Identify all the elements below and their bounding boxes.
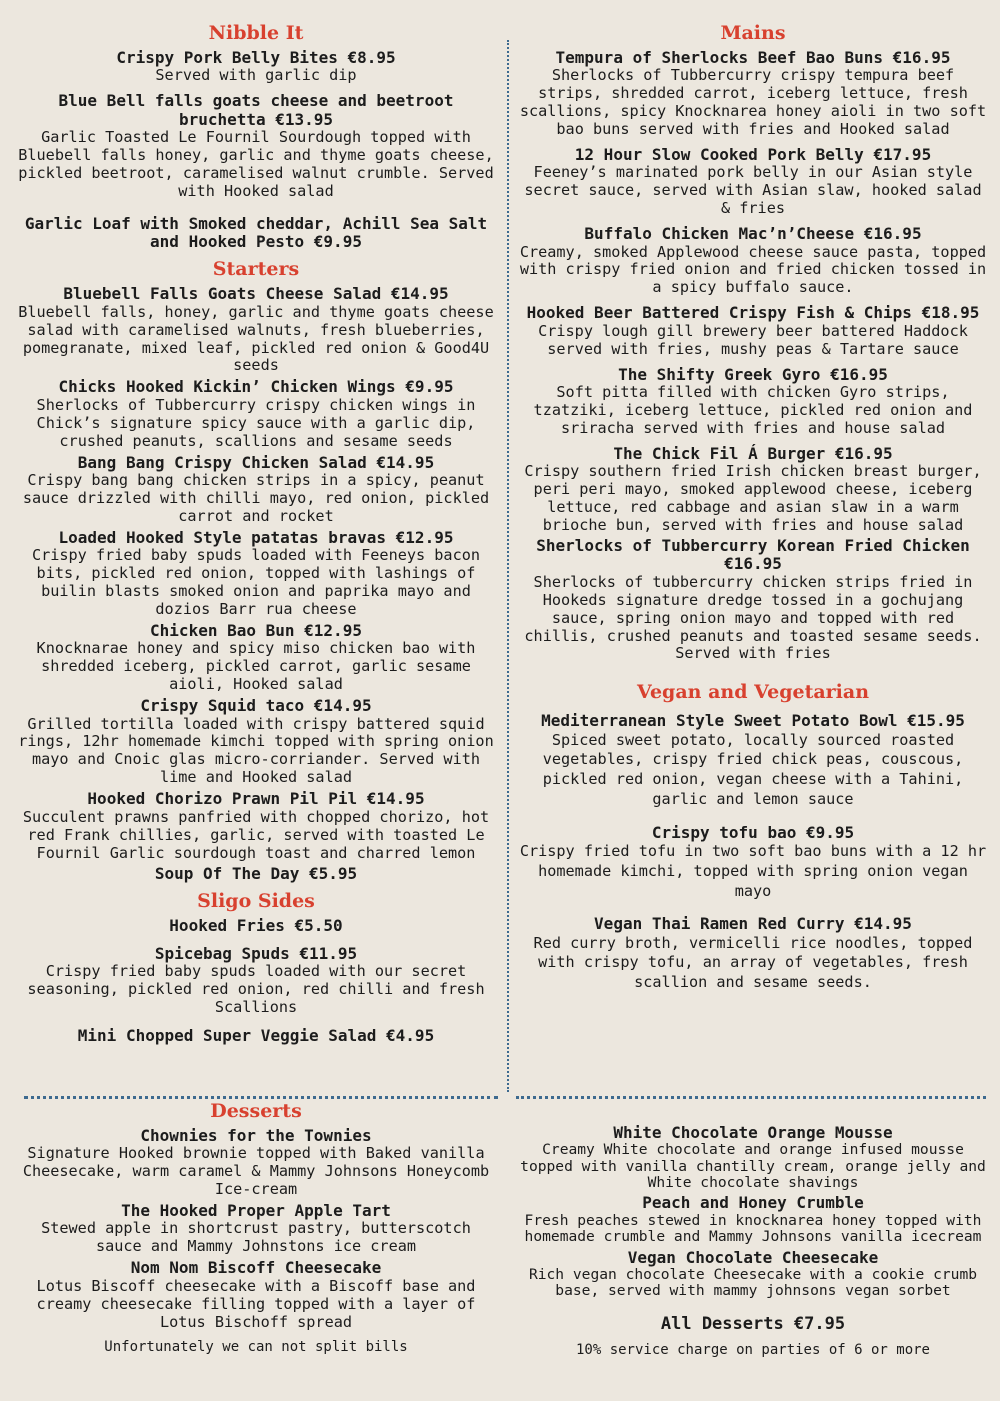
menu-item	[516, 915, 990, 993]
vertical-divider	[507, 40, 509, 1092]
item-desc: Rich vegan chocolate Cheesecake with a cookie crumb base, served with mammy johnsons vegan sorbet	[528, 1265, 978, 1300]
item-name: Spicebag Spuds €11.95	[154, 944, 358, 964]
item-name: Peach and Honey Crumble	[642, 1193, 864, 1213]
menu-item	[14, 697, 498, 787]
item-name: Sherlocks of Tubbercurry Korean Fried Chicken €16.95	[536, 535, 970, 574]
item-desc: Crispy southern fried Irish chicken breast burger, peri peri mayo, smoked applewood cheese, iceberg lettuce, red cabbage and asian slaw in a warm brioche bun, served with fries and house salad	[524, 462, 982, 535]
item-desc: Sherlocks of Tubbercurry crispy tempura beef strips, shredded carrot, iceberg lettuce, fresh scallions, spicy Knocknarea honey aioli in two soft bao buns served with fries and Hooked salad	[519, 66, 987, 138]
menu-item	[14, 215, 498, 252]
item-name: Loaded Hooked Style patatas bravas €12.95	[58, 527, 454, 547]
all-desserts-price: All Desserts €7.95	[660, 1313, 846, 1334]
desserts-right-column	[516, 1124, 990, 1358]
menu-item	[14, 622, 498, 694]
item-desc: Signature Hooked brownie topped with Baked vanilla Cheesecake, warm caramel & Mammy Johnsons Honeycomb Ice-cream	[22, 1144, 490, 1199]
item-name: Garlic Loaf with Smoked cheddar, Achill Sea Salt and Hooked Pesto €9.95	[24, 213, 488, 252]
menu-item	[14, 945, 498, 1017]
item-name: Chownies for the Townies	[140, 1125, 372, 1145]
item-name: Mediterranean Style Sweet Potato Bowl €15.95	[541, 711, 965, 731]
nibble-list	[14, 49, 498, 252]
item-name: Soup Of The Day €5.95	[154, 864, 358, 884]
service-charge-note: 10% service charge on parties of 6 or more	[575, 1341, 930, 1358]
item-name: Bang Bang Crispy Chicken Salad €14.95	[77, 452, 435, 472]
menu-item	[14, 1127, 498, 1199]
item-desc: Bluebell falls, honey, garlic and thyme goats cheese salad with caramelised walnuts, fresh blueberries, pomegranate, mixed leaf, pickled red onion & Good4U seeds	[18, 302, 494, 375]
vegan-list	[516, 712, 990, 993]
item-name: The Hooked Proper Apple Tart	[121, 1201, 391, 1220]
item-name: Vegan Thai Ramen Red Curry €14.95	[594, 914, 912, 934]
left-column	[14, 22, 498, 1053]
item-desc: Knocknarae honey and spicy miso chicken bao with shredded iceberg, pickled carrot, garlic sesame aioli, Hooked salad	[36, 639, 476, 694]
item-name: Tempura of Sherlocks Beef Bao Buns €16.95	[555, 47, 951, 67]
item-name: White Chocolate Orange Mousse	[613, 1123, 893, 1142]
item-desc: Sherlocks of tubbercurry chicken strips fried in Hookeds signature dredge tossed in a gochujang sauce, spring onion mayo and topped with red chillis, crushed peanuts and toasted sesame seeds. Served with fries	[524, 572, 982, 663]
menu-item	[516, 1124, 990, 1191]
menu-item	[14, 454, 498, 526]
menu-item	[516, 1194, 990, 1245]
item-desc: Creamy White chocolate and orange infused mousse topped with vanilla chantilly cream, orange jelly and White chocolate shavings	[520, 1141, 986, 1192]
desserts-title: Desserts	[210, 1100, 302, 1122]
sides-title: Sligo Sides	[197, 889, 315, 912]
item-name: Chicken Bao Bun €12.95	[150, 620, 362, 640]
item-name: Buffalo Chicken Mac’n’Cheese €16.95	[584, 224, 922, 244]
menu-item	[14, 49, 498, 85]
menu-item	[516, 1249, 990, 1300]
item-desc: Fresh peaches stewed in knocknarea honey topped with homemade crumble and Mammy Johnsons vanilla icecream	[524, 1211, 982, 1246]
horizontal-divider-right	[516, 1096, 986, 1099]
sides-list	[14, 917, 498, 1046]
item-name: Blue Bell falls goats cheese and beetroot bruchetta €13.95	[58, 91, 454, 129]
mains-list	[516, 49, 990, 664]
menu-item	[14, 378, 498, 450]
split-bills-note: Unfortunately we can not split bills	[104, 1339, 408, 1356]
item-name: Bluebell Falls Goats Cheese Salad €14.95	[63, 284, 449, 304]
menu-item	[516, 537, 990, 663]
item-desc: Stewed apple in shortcrust pastry, butterscotch sauce and Mammy Johnstons ice cream	[41, 1219, 471, 1256]
menu-item	[516, 225, 990, 297]
menu-item	[14, 92, 498, 201]
item-name: Hooked Beer Battered Crispy Fish & Chips €18.95	[526, 303, 980, 323]
item-desc: Crispy fried baby spuds loaded with our secret seasoning, pickled red onion, red chilli and fresh Scallions	[27, 962, 485, 1017]
nibble-title: Nibble It	[208, 22, 304, 44]
item-desc: Served with garlic dip	[155, 66, 357, 85]
item-desc: Garlic Toasted Le Fournil Sourdough topped with Bluebell falls honey, garlic and thyme goats cheese, pickled beetroot, caramelised walnut crumble. Served with Hooked salad	[18, 127, 494, 200]
item-desc: Red curry broth, vermicelli rice noodles, topped with crispy tofu, an array of vegetables, fresh scallion and sesame seeds.	[533, 933, 973, 992]
item-desc: Creamy, smoked Applewood cheese sauce pasta, topped with crispy fried onion and fried chicken tossed in a spicy buffalo sauce.	[519, 242, 987, 297]
menu-item	[14, 790, 498, 862]
menu-item	[516, 304, 990, 358]
vegan-title: Vegan and Vegetarian	[636, 681, 870, 704]
menu-item	[516, 824, 990, 902]
item-desc: Crispy fried baby spuds loaded with Feeneys bacon bits, pickled red onion, topped with lashings of builin blasts smoked onion and paprika mayo and dozios Barr rua cheese	[31, 546, 481, 618]
desserts-left-list	[14, 1127, 498, 1332]
item-name: Nom Nom Biscoff Cheesecake	[130, 1258, 382, 1278]
item-name: The Shifty Greek Gyro €16.95	[618, 364, 888, 384]
item-desc: Grilled tortilla loaded with crispy battered squid rings, 12hr homemade kimchi topped with spring onion mayo and Cnoic glas micro-corriander. Served with lime and Hooked salad	[18, 714, 494, 787]
menu-item	[14, 865, 498, 883]
item-desc: Lotus Biscoff cheesecake with a Biscoff base and creamy cheesecake filling topped with a layer of Lotus Bischoff spread	[36, 1276, 476, 1331]
menu-item	[516, 146, 990, 218]
menu-item	[516, 49, 990, 139]
menu-item	[14, 1027, 498, 1045]
item-name: Chicks Hooked Kickin’ Chicken Wings €9.95	[58, 377, 454, 397]
item-desc: Succulent prawns panfried with chopped chorizo, hot red Frank chillies, garlic, served with toasted Le Fournil Garlic sourdough toast and charred lemon	[22, 807, 490, 862]
item-desc: Crispy fried tofu in two soft bao buns with a 12 hr homemade kimchi, topped with spring onion vegan mayo	[519, 842, 987, 900]
item-desc: Crispy bang bang chicken strips in a spicy, peanut sauce drizzled with chilli mayo, red onion, pickled carrot and rocket	[22, 470, 490, 525]
menu-item	[14, 1202, 498, 1256]
starters-title: Starters	[212, 258, 300, 281]
item-name: Crispy Pork Belly Bites €8.95	[116, 47, 396, 67]
desserts-right-list	[516, 1124, 990, 1300]
item-name: Vegan Chocolate Cheesecake	[627, 1247, 879, 1267]
menu-item	[516, 712, 990, 809]
menu-item	[516, 445, 990, 535]
item-desc: Feeney’s marinated pork belly in our Asian style secret sauce, served with Asian slaw, hooked salad & fries	[524, 163, 982, 218]
item-desc: Spiced sweet potato, locally sourced roasted vegetables, crispy fried chick peas, couscous, pickled red onion, vegan cheese with a Tahini, garlic and lemon sauce	[542, 730, 964, 808]
item-desc: Crispy lough gill brewery beer battered Haddock served with fries, mushy peas & Tartare sauce	[538, 321, 968, 358]
starters-list	[14, 285, 498, 884]
menu-item	[14, 285, 498, 375]
item-name: Crispy Squid taco €14.95	[140, 696, 372, 716]
item-name: Hooked Chorizo Prawn Pil Pil €14.95	[87, 789, 425, 809]
menu-item	[516, 366, 990, 438]
mains-title: Mains	[720, 22, 786, 44]
item-name: The Chick Fil Á Burger €16.95	[613, 443, 893, 463]
item-name: Crispy tofu bao €9.95	[651, 822, 855, 842]
desserts-left-column	[14, 1100, 498, 1356]
menu-item	[14, 1259, 498, 1331]
menu-item	[14, 529, 498, 619]
horizontal-divider-left	[24, 1096, 498, 1099]
item-desc: Soft pitta filled with chicken Gyro strips, tzatziki, iceberg lettuce, pickled red onion and sriracha served with fries and house salad	[533, 383, 973, 437]
right-column	[516, 22, 990, 1000]
item-name: Hooked Fries €5.50	[169, 915, 343, 935]
item-name: Mini Chopped Super Veggie Salad €4.95	[77, 1026, 435, 1046]
item-desc: Sherlocks of Tubbercurry crispy chicken wings in Chick’s signature spicy sauce with a garlic dip, crushed peanuts, scallions and sesame seeds	[36, 395, 476, 450]
item-name: 12 Hour Slow Cooked Pork Belly €17.95	[574, 144, 932, 164]
menu-item	[14, 917, 498, 935]
